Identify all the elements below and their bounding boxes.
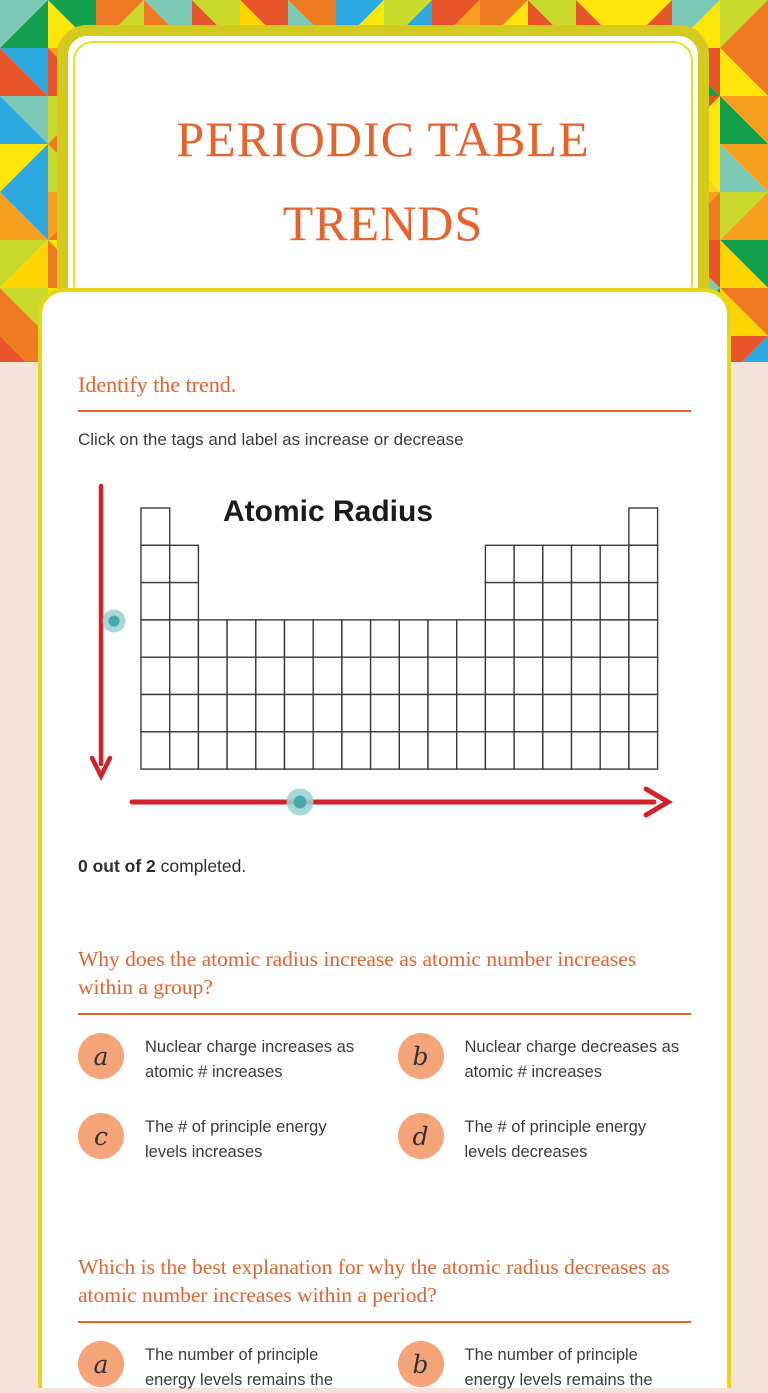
task-instruction: Click on the tags and label as increase or decrease <box>78 430 464 449</box>
periodic-table-cell <box>572 695 601 732</box>
periodic-table-cell <box>371 695 400 732</box>
periodic-table-cell <box>457 695 486 732</box>
periodic-table-cell <box>629 545 658 582</box>
periodic-table-cell <box>141 695 170 732</box>
arrow-tag-horizontal[interactable] <box>287 789 314 816</box>
periodic-table-cell <box>141 657 170 694</box>
periodic-table-cell <box>342 695 371 732</box>
periodic-table-cell <box>629 732 658 769</box>
periodic-table-cell <box>198 695 227 732</box>
periodic-table-cell <box>514 695 543 732</box>
periodic-table-cell <box>572 545 601 582</box>
periodic-table-cell <box>514 583 543 620</box>
periodic-table-cell <box>514 620 543 657</box>
option-text: The number of principle energy levels remains the <box>145 1346 334 1389</box>
periodic-table-cell <box>629 620 658 657</box>
option-letter-badge[interactable]: a <box>78 1033 124 1079</box>
progress-status <box>78 856 691 877</box>
periodic-table-cell <box>342 732 371 769</box>
option-text: The number of principle energy levels remains the <box>464 1346 653 1389</box>
question-prompt: Which is the best explanation for why the atomic radius decreases as atomic number increases within a period? <box>78 1255 670 1307</box>
question <box>78 945 691 1165</box>
periodic-table-cell <box>543 545 572 582</box>
periodic-table-cell <box>514 732 543 769</box>
periodic-table-cell <box>141 545 170 582</box>
periodic-table-cell <box>485 545 514 582</box>
periodic-table-cell <box>141 620 170 657</box>
periodic-table-cell <box>141 732 170 769</box>
periodic-table-cell <box>170 583 199 620</box>
periodic-table-cell <box>629 508 658 545</box>
periodic-table-cell <box>572 583 601 620</box>
option-letter-badge[interactable]: d <box>398 1113 444 1159</box>
periodic-table-cell <box>514 657 543 694</box>
periodic-table-cell <box>313 732 342 769</box>
options-grid <box>78 1341 691 1393</box>
option-text: Nuclear charge increases as atomic # increases <box>145 1038 355 1081</box>
periodic-table-cell <box>170 620 199 657</box>
periodic-table-cell <box>313 695 342 732</box>
periodic-table-cell <box>543 583 572 620</box>
atomic-radius-figure <box>78 474 691 842</box>
progress-count: 0 out of 2 <box>78 856 156 876</box>
option-letter-badge[interactable]: a <box>78 1341 124 1387</box>
option-text: The # of principle energy levels decreases <box>464 1118 647 1161</box>
periodic-table-cell <box>543 732 572 769</box>
periodic-table-cell <box>485 695 514 732</box>
arrow-tag-horizontal-inner <box>294 796 307 809</box>
horizontal-arrow <box>132 789 668 815</box>
vertical-arrow <box>92 486 110 776</box>
periodic-table-cell <box>198 620 227 657</box>
periodic-table-cell <box>572 620 601 657</box>
periodic-table-cell <box>428 732 457 769</box>
periodic-table-cell <box>600 657 629 694</box>
worksheet-title-card <box>57 25 709 319</box>
periodic-table-cell <box>572 657 601 694</box>
option-letter-badge[interactable]: c <box>78 1113 124 1159</box>
question-prompt: Why does the atomic radius increase as atomic number increases within a group? <box>78 947 637 999</box>
periodic-table-cell <box>485 583 514 620</box>
arrow-tag-vertical[interactable] <box>103 610 126 633</box>
periodic-table-cell <box>371 657 400 694</box>
periodic-table-cell <box>170 545 199 582</box>
periodic-table-cell <box>629 583 658 620</box>
question-rule <box>78 1321 691 1323</box>
option-letter-badge[interactable]: b <box>398 1341 444 1387</box>
periodic-table-cell <box>543 620 572 657</box>
option-text: The # of principle energy levels increases <box>145 1118 327 1161</box>
periodic-table-cell <box>485 620 514 657</box>
periodic-table-cell <box>485 657 514 694</box>
questions-list <box>78 945 691 1393</box>
answer-option-a[interactable] <box>78 1341 372 1393</box>
periodic-table-cell <box>399 695 428 732</box>
periodic-table-cell <box>227 657 256 694</box>
task-heading: Identify the trend. <box>78 372 237 397</box>
title-card-inner-frame <box>73 41 693 303</box>
worksheet-body-card <box>38 288 731 1388</box>
periodic-table-cell <box>371 732 400 769</box>
answer-option-c[interactable] <box>78 1113 372 1165</box>
question <box>78 1253 691 1393</box>
periodic-table-cell <box>514 545 543 582</box>
question-rule <box>78 1013 691 1015</box>
periodic-table-cell <box>256 657 285 694</box>
periodic-table-cell <box>371 620 400 657</box>
periodic-table-cell <box>457 657 486 694</box>
periodic-table-cell <box>141 583 170 620</box>
periodic-table-cell <box>543 695 572 732</box>
periodic-table-cell <box>600 620 629 657</box>
option-letter-badge[interactable]: b <box>398 1033 444 1079</box>
periodic-table-grid <box>141 508 658 769</box>
periodic-table-cell <box>399 657 428 694</box>
periodic-table-cell <box>428 620 457 657</box>
periodic-table-cell <box>399 620 428 657</box>
periodic-table-cell <box>170 695 199 732</box>
periodic-table-cell <box>256 732 285 769</box>
progress-label: completed. <box>155 856 247 876</box>
periodic-table-cell <box>428 657 457 694</box>
periodic-table-cell <box>428 695 457 732</box>
periodic-table-cell <box>600 545 629 582</box>
periodic-table-cell <box>198 732 227 769</box>
periodic-table-cell <box>285 657 314 694</box>
periodic-table-cell <box>342 620 371 657</box>
options-grid <box>78 1033 691 1165</box>
periodic-table-cell <box>543 657 572 694</box>
periodic-table-cell <box>457 620 486 657</box>
answer-option-b[interactable] <box>398 1341 692 1393</box>
periodic-table-cell <box>342 657 371 694</box>
periodic-table-cell <box>313 620 342 657</box>
periodic-table-cell <box>399 732 428 769</box>
periodic-table-cell <box>227 695 256 732</box>
heading-rule <box>78 410 691 412</box>
periodic-table-cell <box>629 695 658 732</box>
periodic-table-cell <box>170 657 199 694</box>
periodic-table-cell <box>572 732 601 769</box>
periodic-table-cell <box>629 657 658 694</box>
periodic-table-cell <box>141 508 170 545</box>
periodic-table-cell <box>198 657 227 694</box>
periodic-table-cell <box>457 732 486 769</box>
periodic-table-cell <box>285 732 314 769</box>
answer-option-a[interactable] <box>78 1033 372 1085</box>
periodic-table-cell <box>227 620 256 657</box>
answer-option-d[interactable] <box>398 1113 692 1165</box>
periodic-table-cell <box>256 620 285 657</box>
periodic-table-cell <box>600 732 629 769</box>
arrow-tag-vertical-inner <box>109 616 120 627</box>
periodic-table-cell <box>313 657 342 694</box>
periodic-table-cell <box>256 695 285 732</box>
periodic-table-cell <box>600 583 629 620</box>
figure-title: Atomic Radius <box>222 495 434 528</box>
periodic-table-cell <box>485 732 514 769</box>
page-title: PERIODIC TABLE TRENDS <box>176 111 590 251</box>
periodic-table-cell <box>285 695 314 732</box>
answer-option-b[interactable] <box>398 1033 692 1085</box>
periodic-table-cell <box>227 732 256 769</box>
option-text: Nuclear charge decreases as atomic # increases <box>464 1038 680 1081</box>
periodic-table-cell <box>170 732 199 769</box>
periodic-table-cell <box>600 695 629 732</box>
periodic-table-cell <box>285 620 314 657</box>
